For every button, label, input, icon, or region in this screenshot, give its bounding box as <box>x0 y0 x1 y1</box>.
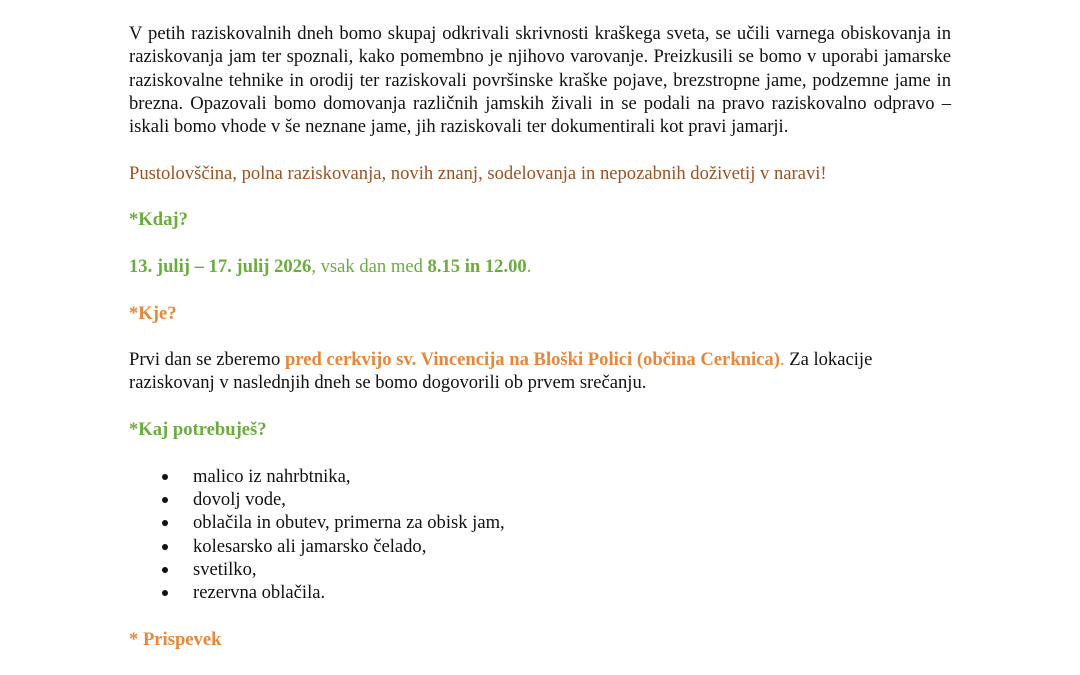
when-details <box>129 255 951 278</box>
bullet-icon <box>162 567 168 573</box>
where-after: Za lokacije raziskovanj v naslednjih dneh se bomo dogovorili ob prvem srečanju. <box>129 349 873 394</box>
tagline: Pustolovščina, polna raziskovanja, novih znanj, sodelovanja in nepozabnih doživetij v naravi! <box>129 162 827 184</box>
list-item <box>129 465 951 488</box>
list-item <box>129 511 951 534</box>
where-dot: . <box>779 349 785 371</box>
when-end: . <box>526 255 532 277</box>
list-item <box>129 581 951 604</box>
where-place: pred cerkvijo sv. Vincencija na Bloški Polici (občina Cerknica) <box>284 349 780 371</box>
document-body <box>129 22 951 651</box>
needs-heading: *Kaj potrebuješ? <box>129 419 267 441</box>
list-item-text: svetilko, <box>193 558 257 580</box>
list-item-text: kolesarsko ali jamarsko čelado, <box>193 535 427 557</box>
when-middle: , vsak dan med <box>311 255 428 277</box>
when-dates: 13. julij – 17. julij 2026 <box>129 255 312 277</box>
list-item <box>129 488 951 511</box>
bullet-icon <box>162 474 168 480</box>
bullet-icon <box>162 520 168 526</box>
contribution-heading: * Prispevek <box>129 628 222 650</box>
intro-paragraph: V petih raziskovalnih dneh bomo skupaj odkrivali skrivnosti kraškega sveta, se učili varnega obiskovanja in raziskovanja jam ter spoznali, kako pomembno je njihovo varovanje. Preizkusili se bomo v uporabi jamarske raziskovalne tehnike in orodij ter raziskovali površinske kraške pojave, brezstropne jame, podzemne jame in brezna. Opazovali bomo domovanja različnih jamskih živali in se podali na pravo raziskovalno odpravo – iskali bomo vhode v še neznane jame, jih raziskovali ter dokumentirali kot pravi jamarji. <box>129 23 951 138</box>
list-item <box>129 558 951 581</box>
needs-list <box>129 465 951 605</box>
list-item-text: rezervna oblačila. <box>193 582 326 604</box>
list-item-text: malico iz nahrbtnika, <box>193 465 351 487</box>
where-before: Prvi dan se zberemo <box>129 349 285 371</box>
bullet-icon <box>162 590 168 596</box>
when-heading: *Kdaj? <box>129 209 188 231</box>
where-heading: *Kje? <box>129 302 177 324</box>
bullet-icon <box>162 497 168 503</box>
list-item-text: oblačila in obutev, primerna za obisk jam, <box>193 512 505 534</box>
list-item-text: dovolj vode, <box>193 488 286 510</box>
where-details <box>129 348 951 395</box>
bullet-icon <box>162 544 168 550</box>
list-item <box>129 535 951 558</box>
when-time: 8.15 in 12.00 <box>427 255 527 277</box>
